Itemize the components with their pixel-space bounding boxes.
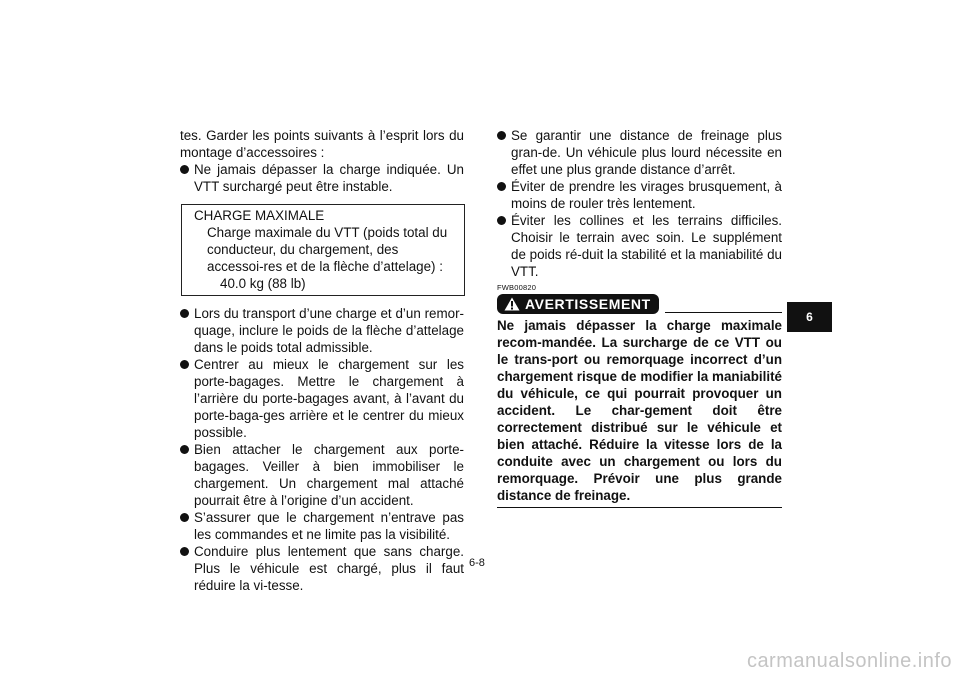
bullet-icon [180, 445, 189, 454]
list-item-text: Éviter les collines et les terrains difficiles. Choisir le terrain avec soin. Le supplément de poids ré-duit la stabilité et la maniabilité du VTT. [511, 213, 782, 279]
warning-code: FWB00820 [497, 283, 537, 292]
max-load-value: 40.0 kg (88 lb) [220, 276, 306, 291]
max-load-title: CHARGE MAXIMALE [194, 208, 325, 223]
bullet-icon [180, 513, 189, 522]
warning-label: AVERTISSEMENT [525, 295, 651, 312]
list-item-text: Bien attacher le chargement aux porte-bagages. Veiller à bien immobiliser le chargement. Un chargement mal attaché pourrait être à l’origine d’un accident. [194, 442, 464, 508]
list-item [180, 356, 464, 441]
chapter-tab: 6 [787, 302, 832, 332]
list-item [180, 543, 464, 594]
max-load-box [181, 204, 465, 296]
warning-rule [665, 312, 782, 313]
bullet-list-right [497, 127, 782, 280]
warning-header [497, 294, 782, 314]
bullet-list-top [180, 161, 464, 195]
bullet-icon [180, 165, 189, 174]
bullet-icon [497, 131, 506, 140]
list-item [497, 178, 782, 212]
list-item-text: Se garantir une distance de freinage plus gran-de. Un véhicule plus lourd nécessite en effet une plus grande distance d’arrêt. [511, 128, 782, 177]
list-item-text: Centrer au mieux le chargement sur les porte-bagages. Mettre le chargement à l’arrière du porte-bagages avant, à l’avant du porte-baga-ges arrière et le centrer du mieux possible. [194, 357, 464, 440]
right-column [497, 127, 782, 508]
list-item [497, 127, 782, 178]
list-item [180, 509, 464, 543]
max-load-description: Charge maximale du VTT (poids total du conducteur, du chargement, des accessoi-res et de la flèche d’attelage) : [207, 225, 448, 274]
bullet-icon [497, 182, 506, 191]
bullet-icon [180, 360, 189, 369]
list-item-text: Conduire plus lentement que sans charge. Plus le véhicule est chargé, plus il faut réduire la vi-tesse. [194, 544, 464, 593]
bullet-icon [497, 216, 506, 225]
list-item [180, 305, 464, 356]
list-item-text: Éviter de prendre les virages brusquement, à moins de rouler très lentement. [511, 179, 782, 211]
intro-paragraph: tes. Garder les points suivants à l’esprit lors du montage d’accessoires : [180, 128, 464, 160]
page-number: 6-8 [469, 557, 485, 569]
warning-badge [497, 294, 659, 314]
list-item [497, 212, 782, 280]
warning-text: Ne jamais dépasser la charge maximale recom-mandée. La surcharge de ce VTT ou le trans-port ou remorquage incorrect d’un chargement risque de modifier la maniabilité du véhicule, ce qui pourrait provoquer un accident. Le char-gement doit être correctement distribué sur le véhicule et bien attaché. Réduire la vitesse lors de la conduite avec un chargement ou lors du remorquage. Prévoir une plus grande distance de freinage. [497, 317, 782, 508]
watermark: carmanualsonline.info [746, 650, 952, 672]
bullet-icon [180, 547, 189, 556]
list-item [180, 161, 464, 195]
list-item-text: S’assurer que le chargement n’entrave pas les commandes et ne limite pas la visibilité. [194, 510, 464, 542]
bullet-list-bottom [180, 305, 464, 594]
left-column [180, 127, 464, 594]
bullet-icon [180, 309, 189, 318]
list-item [180, 441, 464, 509]
list-item-text: Lors du transport d’une charge et d’un remor-quage, inclure le poids de la flèche d’attelage dans le poids total admissible. [194, 306, 464, 355]
list-item-text: Ne jamais dépasser la charge indiquée. Un VTT surchargé peut être instable. [194, 162, 464, 194]
warning-triangle-icon [504, 297, 520, 311]
